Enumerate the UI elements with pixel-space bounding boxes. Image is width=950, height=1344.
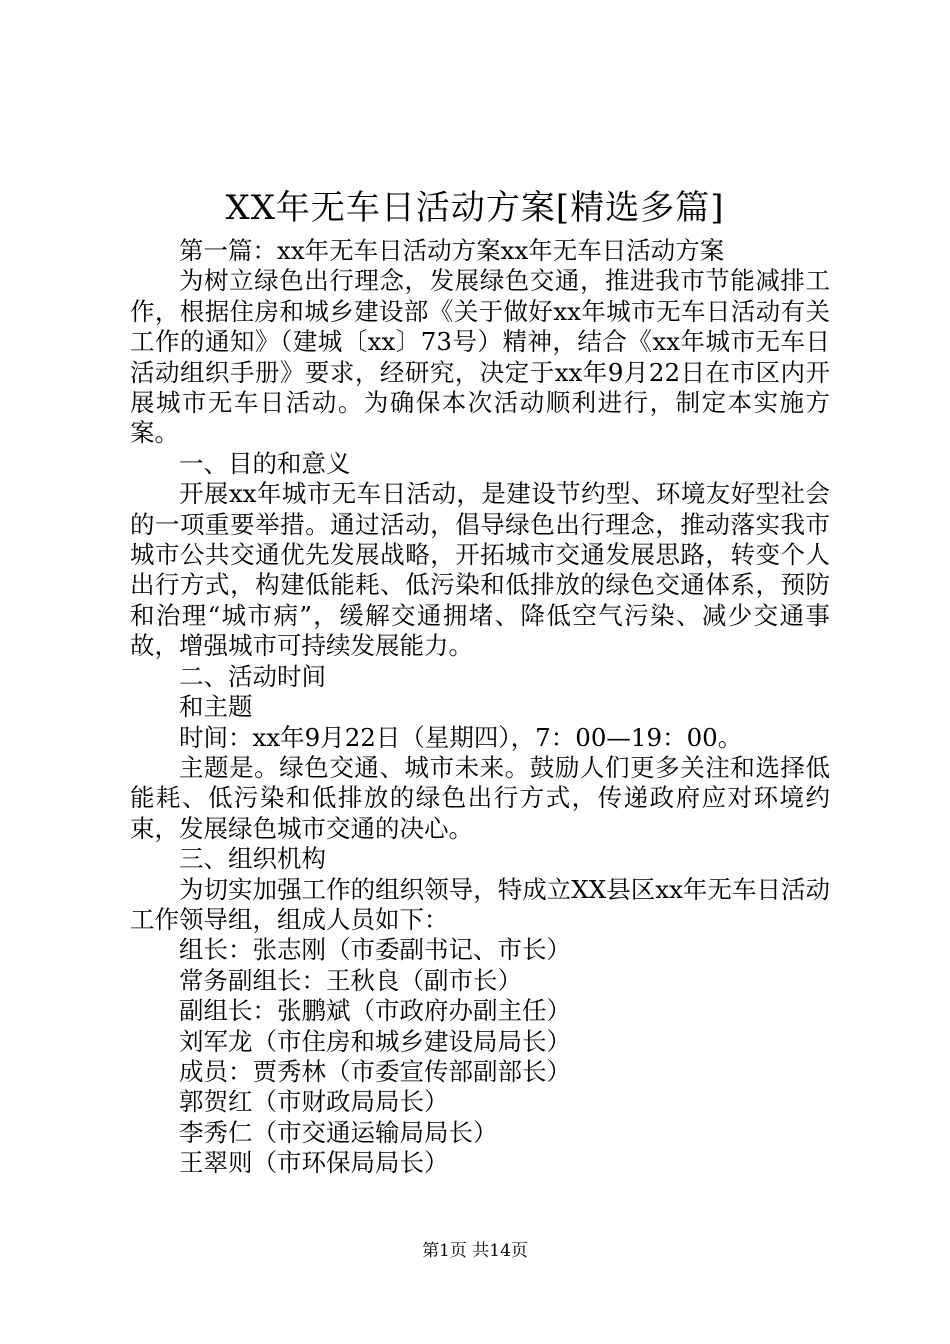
document-body <box>130 236 830 1179</box>
member-leader: 组长：张志刚（市委副书记、市长） <box>179 935 571 965</box>
member-deputy-2: 刘军龙（市住房和城乡建设局局长） <box>179 1026 571 1056</box>
paragraph-intro: 为树立绿色出行理念，发展绿色交通，推进我市节能减排工作，根据住房和城乡建设部《关于做好xx年城市无车日活动有关工作的通知》（建城〔xx〕73号）精神，结合《xx年城市无车日活动组织手册》要求，经研究，决定于xx年9月22日在市区内开展城市无车日活动。为确保本次活动顺利进行，制定本实施方案。 <box>130 266 830 448</box>
paragraph-section-header: 第一篇：xx年无车日活动方案xx年无车日活动方案 <box>179 236 725 265</box>
paragraph-organization: 为切实加强工作的组织领导，特成立XX县区xx年无车日活动工作领导组，组成人员如下： <box>130 874 830 934</box>
member-1: 成员：贾秀林（市委宣传部副部长） <box>179 1056 571 1086</box>
heading-purpose: 一、目的和意义 <box>179 448 351 478</box>
heading-time: 二、活动时间 <box>179 661 326 691</box>
member-deputy: 副组长：张鹏斌（市政府办副主任） <box>179 996 571 1026</box>
paragraph-theme: 主题是。绿色交通、城市未来。鼓励人们更多关注和选择低能耗、低污染和低排放的绿色出行方式，传递政府应对环境约束，发展绿色城市交通的决心。 <box>130 752 830 843</box>
heading-organization: 三、组织机构 <box>179 844 326 874</box>
page-number: 第1页 共14页 <box>422 1241 528 1261</box>
member-2: 郭贺红（市财政局局长） <box>179 1087 449 1117</box>
paragraph-time: 时间：xx年9月22日（星期四），7：00—19：00。 <box>179 722 743 752</box>
member-3: 李秀仁（市交通运输局局长） <box>179 1117 498 1147</box>
member-executive-deputy: 常务副组长：王秋良（副市长） <box>179 965 522 995</box>
heading-theme: 和主题 <box>179 692 253 722</box>
member-4: 王翠则（市环保局局长） <box>179 1148 449 1178</box>
document-title: XX年无车日活动方案[精选多篇] <box>225 188 725 228</box>
paragraph-purpose: 开展xx年城市无车日活动，是建设节约型、环境友好型社会的一项重要举措。通过活动，倡导绿色出行理念，推动落实我市城市公共交通优先发展战略，开拓城市交通发展思路，转变个人出行方式，构建低能耗、低污染和低排放的绿色交通体系，预防和治理“城市病”，缓解交通拥堵、降低空气污染、减少交通事故，增强城市可持续发展能力。 <box>130 479 830 661</box>
